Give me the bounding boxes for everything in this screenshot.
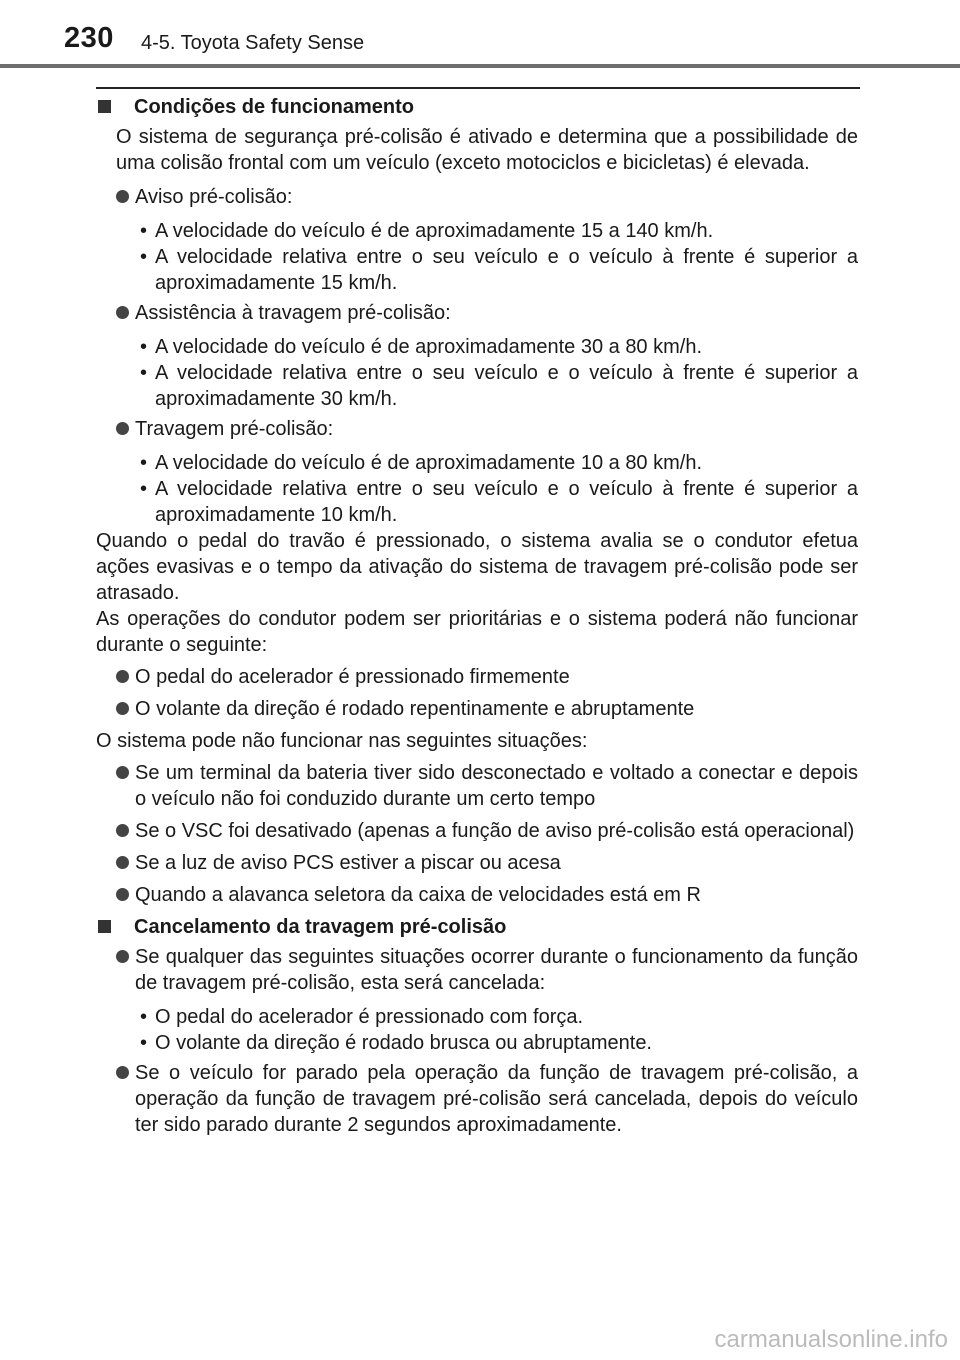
circle-bullet-icon bbox=[116, 950, 129, 963]
item-text: Se qualquer das seguintes situações ocorrer durante o funcionamento da função de travagem pré-colisão, esta será cancelada: bbox=[135, 946, 858, 994]
list-item-not-working bbox=[116, 850, 858, 876]
sub-bullet-text: A velocidade relativa entre o seu veículo e o veículo à frente é superior a aproximadamente 30 km/h. bbox=[155, 362, 858, 410]
page-number: 230 bbox=[64, 22, 114, 54]
item-text: Se o VSC foi desativado (apenas a função de aviso pré-colisão está operacional) bbox=[135, 820, 855, 842]
content-divider bbox=[96, 87, 860, 89]
sub-bullet bbox=[135, 360, 858, 412]
square-bullet-icon bbox=[98, 920, 111, 933]
item-text: Quando a alavanca seletora da caixa de velocidades está em R bbox=[135, 884, 701, 906]
brake-pedal-note: Quando o pedal do travão é pressionado, o sistema avalia se o condutor efetua ações evasivas e o tempo da ativação do sistema de travagem pré-colisão pode ser atrasado. bbox=[96, 530, 858, 604]
circle-bullet-icon bbox=[116, 766, 129, 779]
sub-bullet-text: A velocidade do veículo é de aproximadamente 30 a 80 km/h. bbox=[155, 336, 703, 358]
sub-bullet-text: A velocidade do veículo é de aproximadamente 10 a 80 km/h. bbox=[155, 452, 703, 474]
item-label: Assistência à travagem pré-colisão: bbox=[135, 302, 451, 324]
sub-bullet bbox=[135, 244, 858, 296]
circle-bullet-icon bbox=[116, 888, 129, 901]
driver-priority-note: As operações do condutor podem ser prioritárias e o sistema poderá não funcionar durante o seguinte: bbox=[96, 608, 858, 656]
list-item-cancellation bbox=[116, 1060, 858, 1138]
dot-bullet-icon: • bbox=[140, 478, 148, 500]
dot-bullet-icon: • bbox=[140, 1032, 148, 1054]
list-item-not-working bbox=[116, 818, 858, 844]
item-text: O pedal do acelerador é pressionado firmemente bbox=[135, 666, 570, 688]
list-item-not-working bbox=[116, 882, 858, 908]
dot-bullet-icon: • bbox=[140, 452, 148, 474]
sub-bullet bbox=[135, 334, 858, 360]
page-header bbox=[0, 0, 960, 68]
sub-bullet-text: A velocidade relativa entre o seu veículo e o veículo à frente é superior a aproximadamente 10 km/h. bbox=[155, 478, 858, 526]
dot-bullet-icon: • bbox=[140, 362, 148, 384]
not-working-intro: O sistema pode não funcionar nas seguintes situações: bbox=[96, 730, 588, 752]
item-text: Se um terminal da bateria tiver sido desconectado e voltado a conectar e depois o veículo não foi conduzido durante um certo tempo bbox=[135, 762, 858, 810]
item-label: Travagem pré-colisão: bbox=[135, 418, 334, 440]
heading-text: Condições de funcionamento bbox=[134, 96, 415, 118]
dot-bullet-icon: • bbox=[140, 246, 148, 268]
sub-bullet bbox=[135, 476, 858, 528]
item-text: Se o veículo for parado pela operação da função de travagem pré-colisão, a operação da função de travagem pré-colisão será cancelada, depois do veículo ter sido parado durante 2 segundos aproximadamente. bbox=[135, 1062, 858, 1136]
circle-bullet-icon bbox=[116, 702, 129, 715]
sub-bullet-text: O volante da direção é rodado brusca ou abruptamente. bbox=[155, 1032, 652, 1054]
dot-bullet-icon: • bbox=[140, 220, 148, 242]
list-item-cancellation bbox=[116, 944, 858, 996]
watermark: carmanualsonline.info bbox=[714, 1326, 948, 1353]
circle-bullet-icon bbox=[116, 670, 129, 683]
sub-bullet bbox=[135, 218, 858, 244]
sub-bullet bbox=[135, 1030, 858, 1056]
list-item-not-working bbox=[116, 760, 858, 812]
sub-bullet-text: A velocidade do veículo é de aproximadamente 15 a 140 km/h. bbox=[155, 220, 714, 242]
dot-bullet-icon: • bbox=[140, 1006, 148, 1028]
sub-bullet bbox=[135, 1004, 858, 1030]
section-heading-cancellation bbox=[96, 914, 858, 940]
sub-bullet-text: O pedal do acelerador é pressionado com força. bbox=[155, 1006, 584, 1028]
header-divider bbox=[0, 64, 960, 68]
item-text: Se a luz de aviso PCS estiver a piscar ou acesa bbox=[135, 852, 561, 874]
list-item-driver bbox=[116, 696, 858, 722]
circle-bullet-icon bbox=[116, 856, 129, 869]
list-item-braking bbox=[116, 416, 858, 442]
circle-bullet-icon bbox=[116, 422, 129, 435]
sub-bullet-text: A velocidade relativa entre o seu veículo e o veículo à frente é superior a aproximadamente 15 km/h. bbox=[155, 246, 858, 294]
section-heading-conditions bbox=[96, 94, 858, 120]
item-label: Aviso pré-colisão: bbox=[135, 186, 293, 208]
list-item-driver bbox=[116, 664, 858, 690]
circle-bullet-icon bbox=[116, 306, 129, 319]
conditions-intro: O sistema de segurança pré-colisão é ativado e determina que a possibilidade de uma colisão frontal com um veículo (exceto motociclos e bicicletas) é elevada. bbox=[116, 126, 858, 174]
dot-bullet-icon: • bbox=[140, 336, 148, 358]
square-bullet-icon bbox=[98, 100, 111, 113]
section-title: 4-5. Toyota Safety Sense bbox=[141, 32, 365, 54]
list-item-brake-assist bbox=[116, 300, 858, 326]
manual-content bbox=[96, 94, 858, 1138]
heading-text: Cancelamento da travagem pré-colisão bbox=[134, 916, 507, 938]
sub-bullet bbox=[135, 450, 858, 476]
circle-bullet-icon bbox=[116, 190, 129, 203]
circle-bullet-icon bbox=[116, 1066, 129, 1079]
circle-bullet-icon bbox=[116, 824, 129, 837]
list-item-warning bbox=[116, 184, 858, 210]
item-text: O volante da direção é rodado repentinamente e abruptamente bbox=[135, 698, 695, 720]
